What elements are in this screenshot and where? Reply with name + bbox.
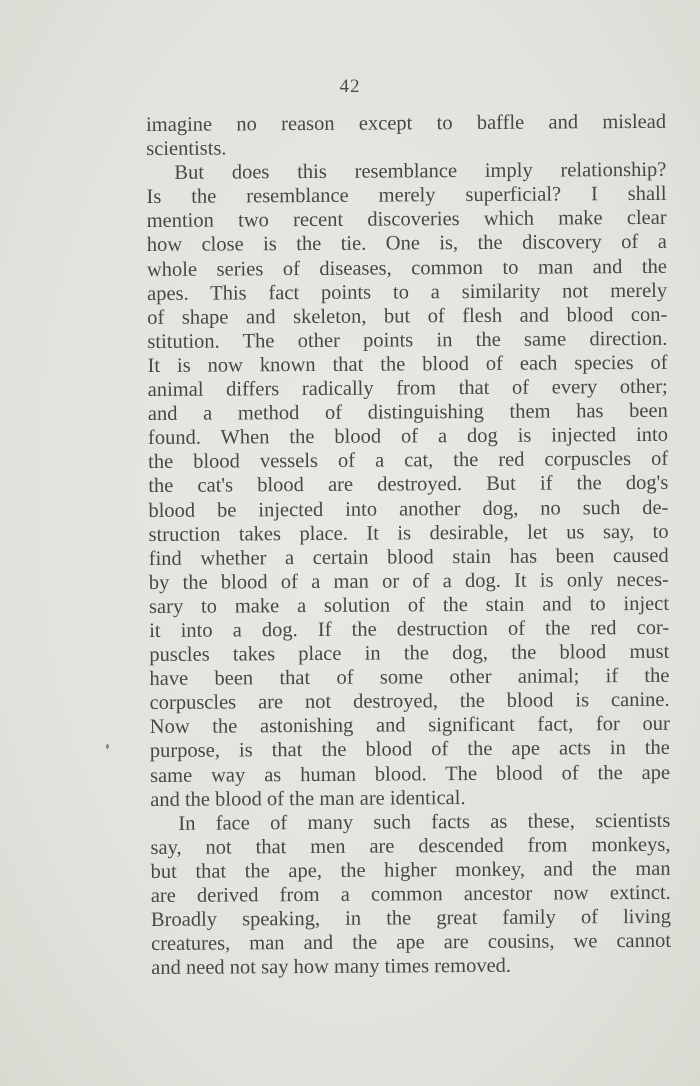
- text-line: the cat's blood are destroyed. But if the dog's: [148, 472, 669, 498]
- text-line: by the blood of a man or of a dog. It is only neces-: [148, 568, 669, 594]
- text-line: and the blood of the man are identical.: [150, 786, 466, 811]
- text-line: blood be injected into another dog, no such de-: [148, 496, 669, 522]
- text-line: Broadly speaking, in the great family of living: [150, 905, 671, 932]
- text-line: It is now known that the blood of each species of: [147, 351, 668, 377]
- text-line: apes. This fact points to a similarity not merely: [147, 279, 668, 305]
- text-line: it into a dog. If the destruction of the red cor-: [149, 616, 670, 642]
- text-line: of shape and skeleton, but of flesh and blood con-: [147, 303, 668, 329]
- text-line: find whether a certain blood stain has been caused: [148, 544, 669, 570]
- ink-speck: [106, 744, 109, 749]
- text-line: But does this resemblance imply relationship?: [174, 159, 667, 185]
- text-line: In face of many such facts as these, scientists: [178, 809, 671, 835]
- text-line: animal differs radically from that of every other;: [147, 375, 668, 402]
- text-line: imagine no reason except to baffle and mislead: [146, 110, 667, 136]
- text-line: mention two recent discoveries which make clear: [146, 207, 667, 233]
- text-line: whole series of diseases, common to man and the: [146, 255, 668, 281]
- page-number: 42: [339, 76, 361, 97]
- text-line: the blood vessels of a cat, the red corpuscles of: [148, 448, 669, 474]
- text-line: Now the astonishing and significant fact, for our: [149, 713, 670, 739]
- text-line: but that the ape, the higher monkey, and the man: [150, 857, 671, 883]
- text-line: creatures, man and the ape are cousins, we cannot: [151, 929, 672, 956]
- text-line: and need not say how many times removed.: [151, 955, 512, 980]
- text-line: stitution. The other points in the same direction.: [147, 327, 668, 353]
- text-line: how close is the tie. One is, the discovery of a: [146, 231, 667, 257]
- text-line: say, not that men are descended from monkeys,: [150, 833, 671, 859]
- text-line: and a method of distinguishing them has been: [147, 399, 668, 426]
- text-line: struction takes place. It is desirable, let us say, to: [148, 520, 669, 546]
- text-line: purpose, is that the blood of the ape acts in the: [149, 737, 670, 763]
- text-line: have been that of some other animal; if the: [149, 664, 670, 691]
- text-line: are derived from a common ancestor now extinct.: [150, 881, 671, 907]
- text-line: sary to make a solution of the stain and to inject: [148, 592, 670, 618]
- text-line: found. When the blood of a dog is injected into: [147, 424, 669, 450]
- text-line: puscles takes place in the dog, the blood must: [149, 640, 670, 667]
- text-line: same way as human blood. The blood of the ape: [149, 761, 671, 787]
- text-line: corpuscles are not destroyed, the blood is canine.: [149, 689, 670, 715]
- text-line: scientists.: [146, 137, 227, 161]
- text-line: Is the resemblance merely superficial? I shall: [146, 183, 667, 209]
- body-text: [146, 110, 671, 981]
